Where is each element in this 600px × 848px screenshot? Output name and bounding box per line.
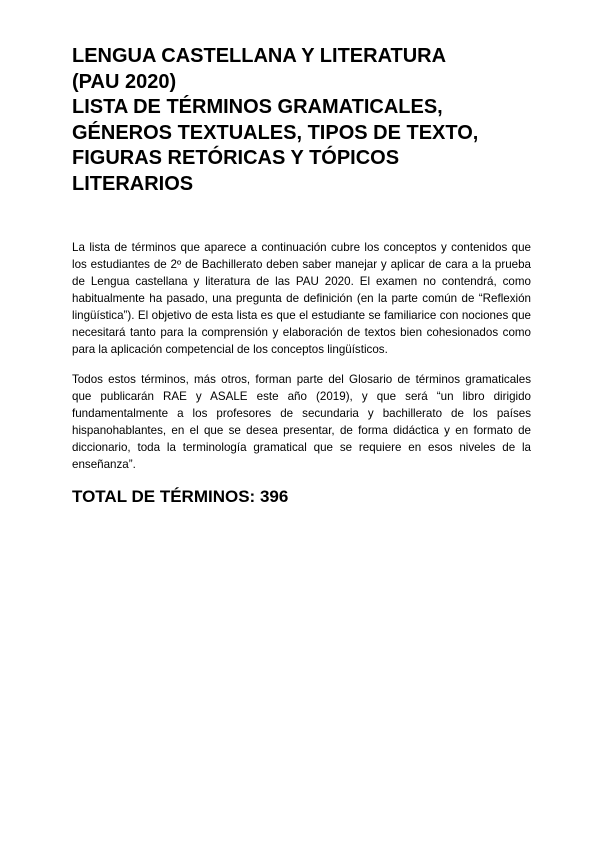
title-line: GÉNEROS TEXTUALES, TIPOS DE TEXTO, — [72, 121, 479, 144]
intro-paragraph: La lista de términos que aparece a continuación cubre los conceptos y contenidos que los estudiantes de 2º de Bachillerato deben saber manejar y aplicar de cara a la prueba de Lengua castellana y literatura de las PAU 2020. El examen no contendrá, como habitualmente ha pasado, una pregunta de definición (en la parte común de “Reflexión lingüística”). El objetivo de esta lista es que el estudiante se familiarice con nociones que necesitará tanto para la comprensión y elaboración de textos bien cohesionados como para la aplicación competencial de los conceptos lingüísticos. — [72, 241, 531, 356]
title-line: LISTA DE TÉRMINOS GRAMATICALES, — [72, 96, 443, 119]
document-title — [72, 44, 542, 198]
title-line: LENGUA CASTELLANA Y LITERATURA — [72, 45, 447, 67]
title-line: FIGURAS RETÓRICAS Y TÓPICOS — [72, 147, 400, 170]
total-terms-heading: TOTAL DE TÉRMINOS: 396 — [72, 487, 289, 506]
title-line: (PAU 2020) — [72, 70, 177, 93]
title-line: LITERARIOS — [72, 172, 194, 195]
glossary-paragraph: Todos estos términos, más otros, forman parte del Glosario de términos gramaticales que publicarán RAE y ASALE este año (2019), y que será “un libro dirigido fundamentalmente a los profesores de secundaria y bachillerato de los países hispanohablantes, en el que se desea presentar, de forma didáctica y en formato de diccionario, toda la terminología gramatical que se requiere en esos niveles de la enseñanza”. — [72, 373, 531, 471]
